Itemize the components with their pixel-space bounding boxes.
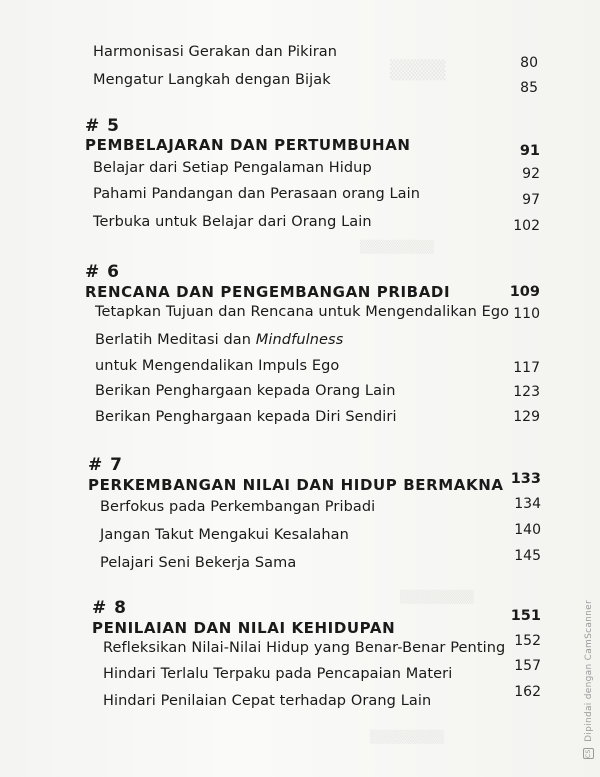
toc-page-number: 140 <box>514 522 541 538</box>
section-page-number: 91 <box>519 143 540 159</box>
section-number: # 8 <box>92 598 127 618</box>
toc-page-number: 152 <box>514 633 541 649</box>
toc-entry[interactable]: Refleksikan Nilai-Nilai Hidup yang Benar-Benar Penting <box>103 640 506 656</box>
toc-page-number: 110 <box>513 306 540 322</box>
camscanner-icon: CS <box>585 749 592 758</box>
toc-entry[interactable]: Pahami Pandangan dan Perasaan orang Lain <box>93 186 421 202</box>
section-number: # 6 <box>85 262 120 282</box>
section-page-number: 133 <box>510 471 541 487</box>
toc-page-number: 80 <box>520 55 538 71</box>
toc-page-number: 157 <box>514 658 541 674</box>
toc-entry[interactable]: Berfokus pada Perkembangan Pribadi <box>100 499 376 515</box>
toc-entry[interactable]: Harmonisasi Gerakan dan Pikiran <box>93 44 338 60</box>
toc-entry[interactable]: Hindari Terlalu Terpaku pada Pencapaian Materi <box>103 666 453 682</box>
section-page-number: 109 <box>509 284 540 300</box>
toc-entry[interactable]: Terbuka untuk Belajar dari Orang Lain <box>93 214 372 230</box>
bleed-through-text: ▒▒▒▒▒▒▒▒ <box>370 730 444 744</box>
section-title[interactable]: PEMBELAJARAN DAN PERTUMBUHAN <box>85 136 411 154</box>
toc-page-number: 123 <box>513 384 540 400</box>
bleed-through-text: ▒▒▒▒ <box>390 60 446 81</box>
section-title[interactable]: PERKEMBANGAN NILAI DAN HIDUP BERMAKNA <box>88 476 504 494</box>
toc-entry-text: Berlatih Meditasi dan <box>95 332 256 348</box>
toc-entry[interactable]: untuk Mengendalikan Impuls Ego <box>95 358 340 374</box>
section-title[interactable]: PENILAIAN DAN NILAI KEHIDUPAN <box>92 619 396 637</box>
watermark-text: Dipindai dengan CamScanner <box>584 599 594 742</box>
toc-entry[interactable]: Mengatur Langkah dengan Bijak <box>93 72 331 88</box>
toc-entry[interactable]: Hindari Penilaian Cepat terhadap Orang Lain <box>103 693 432 709</box>
section-number: # 7 <box>88 455 123 475</box>
toc-page-number: 145 <box>514 548 541 564</box>
toc-page-number: 92 <box>522 166 540 182</box>
toc-page-number: 85 <box>520 80 538 96</box>
toc-entry[interactable] <box>95 332 343 348</box>
toc-entry[interactable]: Belajar dari Setiap Pengalaman Hidup <box>93 160 372 176</box>
toc-entry[interactable]: Jangan Takut Mengakui Kesalahan <box>100 527 349 543</box>
toc-entry-italic-text: Mindfulness <box>255 332 344 348</box>
scanner-watermark <box>583 600 594 759</box>
toc-page-number: 162 <box>514 684 541 700</box>
toc-entry[interactable]: Pelajari Seni Bekerja Sama <box>100 555 297 571</box>
toc-page-number: 97 <box>522 192 540 208</box>
toc-page-number: 129 <box>513 409 540 425</box>
bleed-through-text: ▒▒▒▒▒▒▒▒ <box>360 240 434 254</box>
section-page-number: 151 <box>510 608 541 624</box>
toc-page-number: 102 <box>513 218 540 234</box>
toc-entry[interactable]: Berikan Penghargaan kepada Diri Sendiri <box>95 409 397 425</box>
toc-page-number: 117 <box>513 360 540 376</box>
toc-entry[interactable]: Berikan Penghargaan kepada Orang Lain <box>95 383 396 399</box>
toc-page-number: 134 <box>514 496 541 512</box>
toc-entry[interactable]: Tetapkan Tujuan dan Rencana untuk Mengendalikan Ego <box>95 304 510 320</box>
section-number: # 5 <box>85 116 120 136</box>
bleed-through-text: ▒▒▒▒▒▒▒▒ <box>400 590 474 604</box>
section-title[interactable]: RENCANA DAN PENGEMBANGAN PRIBADI <box>85 283 451 301</box>
